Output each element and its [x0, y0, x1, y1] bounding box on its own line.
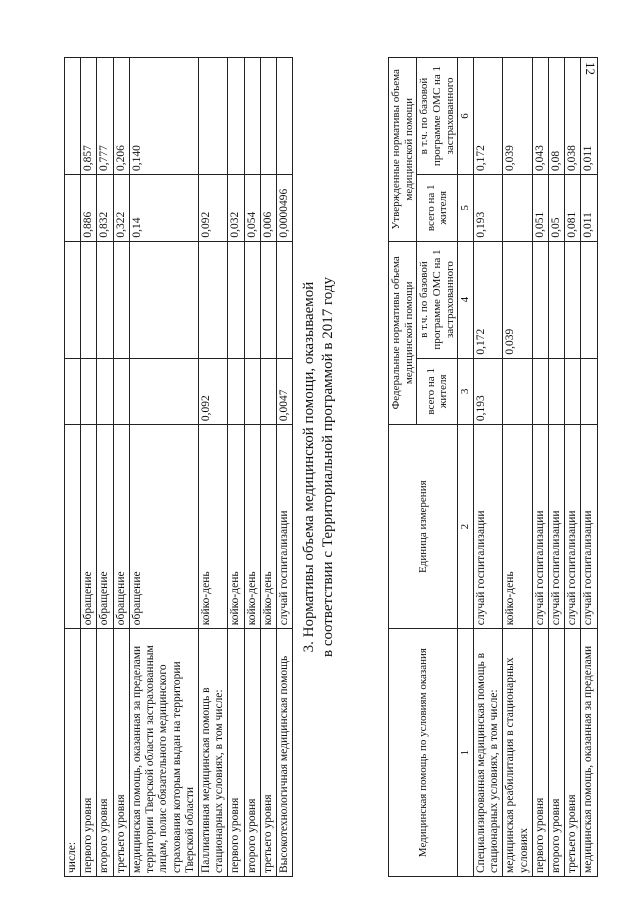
row-unit-cell: случай госпитализации [548, 425, 564, 629]
table-row [129, 58, 198, 877]
row-name-cell: медицинская реабилитация в стационарных условиях [503, 629, 532, 877]
fed-oms-cell [581, 241, 597, 358]
table-row [81, 58, 97, 877]
row-name-cell: медицинская помощь, оказанная за пределами территории Тверской области застрахованным лицам, полис обязательного медицинского страхования которым выдан на территории Тверской области [129, 629, 198, 877]
fed-oms-cell: 0,039 [503, 241, 532, 358]
table-row [260, 58, 276, 877]
fed-oms-cell [65, 241, 81, 358]
appr-per-resident-cell [65, 175, 81, 242]
section-title-line2: в соответствии с Территориальной программой в 2017 году [319, 277, 336, 657]
row-unit-cell: койко-день [198, 425, 227, 629]
appr-oms-cell: 0,043 [532, 58, 548, 175]
col-number: 5 [458, 175, 474, 242]
header-fed-oms: в т.ч. по базовой программе ОМС на 1 застрахованного [417, 241, 458, 358]
fed-per-resident-cell [113, 358, 129, 425]
row-name-cell: медицинская помощь, оказанная за пределами [581, 629, 597, 877]
fed-oms-cell [198, 241, 227, 358]
fed-per-resident-cell [532, 358, 548, 425]
fed-per-resident-cell: 0,0047 [277, 358, 293, 425]
appr-oms-cell: 0,206 [113, 58, 129, 175]
fed-oms-cell [97, 241, 113, 358]
row-unit-cell: койко-день [260, 425, 276, 629]
fed-per-resident-cell [228, 358, 244, 425]
appr-oms-cell [260, 58, 276, 175]
appr-per-resident-cell: 0,14 [129, 175, 198, 242]
appr-per-resident-cell: 0,006 [260, 175, 276, 242]
row-name-cell: первого уровня [532, 629, 548, 877]
table-row [228, 58, 244, 877]
header-unit: Единица измерения [389, 425, 458, 629]
row-name-cell: второго уровня [548, 629, 564, 877]
row-unit-cell: случай госпитализации [532, 425, 548, 629]
fed-per-resident-cell: 0,092 [198, 358, 227, 425]
row-unit-cell: койко-день [244, 425, 260, 629]
appr-per-resident-cell: 0,0000496 [277, 175, 293, 242]
row-name-cell: первого уровня [81, 629, 97, 877]
fed-per-resident-cell [548, 358, 564, 425]
table-row [277, 58, 293, 877]
row-name-cell: второго уровня [244, 629, 260, 877]
row-name-cell: третьего уровня [113, 629, 129, 877]
appr-oms-cell [244, 58, 260, 175]
row-unit-cell: обращение [97, 425, 113, 629]
row-name-cell: Специализированная медицинская помощь в стационарных условиях, в том числе: [473, 629, 502, 877]
header-approved-norms: Утвержденные нормативы объема медицинской помощи [389, 58, 417, 242]
appr-per-resident-cell: 0,051 [532, 175, 548, 242]
appr-per-resident-cell: 0,05 [548, 175, 564, 242]
header-federal-norms: Федеральные нормативы объема медицинской помощи [389, 241, 417, 425]
fed-per-resident-cell [565, 358, 581, 425]
header-care-conditions: Медицинская помощь по условиям оказания [389, 629, 458, 877]
fed-per-resident-cell [65, 358, 81, 425]
fed-oms-cell [113, 241, 129, 358]
row-unit-cell [65, 425, 81, 629]
appr-oms-cell: 0,777 [97, 58, 113, 175]
row-name-cell: числе: [65, 629, 81, 877]
header-fed-per-resident: всего на 1 жителя [417, 358, 458, 425]
appr-oms-cell [228, 58, 244, 175]
appr-oms-cell [277, 58, 293, 175]
row-name-cell: второго уровня [97, 629, 113, 877]
volume-table-continued [64, 57, 293, 877]
table-row [565, 58, 581, 877]
fed-per-resident-cell: 0,193 [473, 358, 502, 425]
fed-oms-cell [548, 241, 564, 358]
appr-per-resident-cell: 0,032 [228, 175, 244, 242]
table-row [473, 58, 502, 877]
fed-oms-cell [244, 241, 260, 358]
col-number: 6 [458, 58, 474, 175]
volume-norms-table-2017 [388, 57, 598, 877]
table-row [503, 58, 532, 877]
fed-per-resident-cell [97, 358, 113, 425]
fed-per-resident-cell [81, 358, 97, 425]
header-appr-per-resident: всего на 1 жителя [417, 175, 458, 242]
fed-oms-cell [277, 241, 293, 358]
appr-oms-cell: 0,039 [503, 58, 532, 175]
table-row [244, 58, 260, 877]
appr-oms-cell: 0,08 [548, 58, 564, 175]
table-row [97, 58, 113, 877]
fed-per-resident-cell [260, 358, 276, 425]
row-unit-cell: койко-день [503, 425, 532, 629]
table-row [548, 58, 564, 877]
appr-oms-cell: 0,038 [565, 58, 581, 175]
fed-oms-cell [129, 241, 198, 358]
table-row [532, 58, 548, 877]
section-title-line1: 3. Нормативы объема медицинской помощи, оказываемой [301, 281, 317, 653]
fed-oms-cell [81, 241, 97, 358]
fed-per-resident-cell [503, 358, 532, 425]
fed-per-resident-cell [129, 358, 198, 425]
row-unit-cell: случай госпитализации [473, 425, 502, 629]
appr-oms-cell: 0,857 [81, 58, 97, 175]
row-unit-cell: случай госпитализации [565, 425, 581, 629]
fed-oms-cell [565, 241, 581, 358]
fed-oms-cell [228, 241, 244, 358]
section-title [300, 57, 338, 877]
header-appr-oms: в т.ч. по базовой программе ОМС на 1 застрахованного [417, 58, 458, 175]
row-name-cell: третьего уровня [260, 629, 276, 877]
col-number: 4 [458, 241, 474, 358]
appr-per-resident-cell: 0,054 [244, 175, 260, 242]
table-row [198, 58, 227, 877]
appr-oms-cell: 0,011 [581, 58, 597, 175]
appr-oms-cell [198, 58, 227, 175]
fed-oms-cell [532, 241, 548, 358]
table-row [113, 58, 129, 877]
row-name-cell: третьего уровня [565, 629, 581, 877]
row-name-cell: первого уровня [228, 629, 244, 877]
table-row [581, 58, 597, 877]
appr-oms-cell [65, 58, 81, 175]
col-number: 2 [458, 425, 474, 629]
appr-per-resident-cell [503, 175, 532, 242]
fed-oms-cell: 0,172 [473, 241, 502, 358]
fed-per-resident-cell [581, 358, 597, 425]
appr-per-resident-cell: 0,886 [81, 175, 97, 242]
table-row [65, 58, 81, 877]
appr-per-resident-cell: 0,193 [473, 175, 502, 242]
row-unit-cell: случай госпитализации [581, 425, 597, 629]
col-number: 1 [458, 629, 474, 877]
col-number: 3 [458, 358, 474, 425]
row-unit-cell: случай госпитализации [277, 425, 293, 629]
appr-oms-cell: 0,140 [129, 58, 198, 175]
row-unit-cell: койко-день [228, 425, 244, 629]
appr-per-resident-cell: 0,322 [113, 175, 129, 242]
appr-per-resident-cell: 0,092 [198, 175, 227, 242]
page-number: 12 [583, 62, 598, 75]
appr-oms-cell: 0,172 [473, 58, 502, 175]
row-unit-cell: обращение [113, 425, 129, 629]
appr-per-resident-cell: 0,832 [97, 175, 113, 242]
row-name-cell: Паллиативная медицинская помощь в стационарных условиях, в том числе: [198, 629, 227, 877]
appr-per-resident-cell: 0,011 [581, 175, 597, 242]
row-unit-cell: обращение [81, 425, 97, 629]
fed-oms-cell [260, 241, 276, 358]
fed-per-resident-cell [244, 358, 260, 425]
row-unit-cell: обращение [129, 425, 198, 629]
row-name-cell: Высокотехнологичная медицинская помощь [277, 629, 293, 877]
appr-per-resident-cell: 0,081 [565, 175, 581, 242]
